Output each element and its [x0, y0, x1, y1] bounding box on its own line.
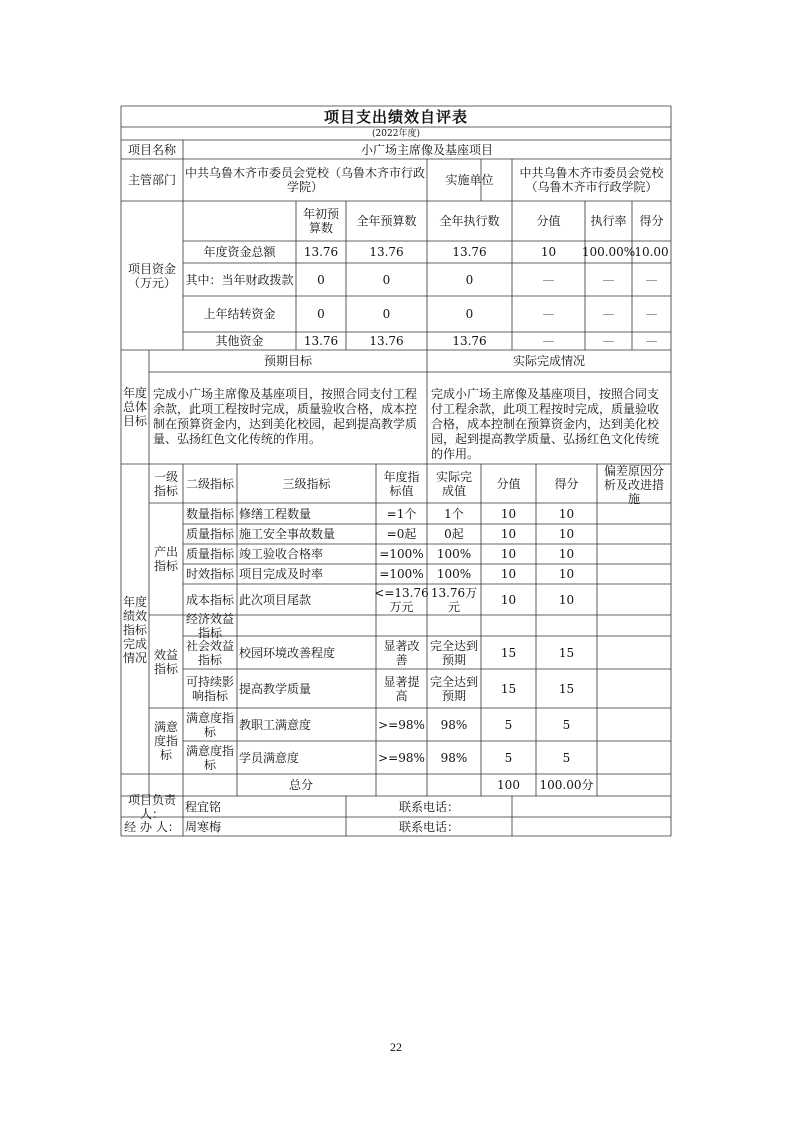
total-score-value: 100: [497, 778, 520, 792]
funds-row-score-value: 10: [540, 245, 557, 259]
indicator-score: 10: [558, 547, 575, 561]
indicator-score: [536, 615, 597, 636]
indicator-actual: 98%: [440, 750, 468, 765]
indicator-actual: 100%: [436, 567, 472, 581]
funds-row-executed: 13.76: [452, 245, 487, 259]
indicator-score: 10: [558, 592, 575, 607]
funds-header-rate: 执行率: [590, 214, 627, 228]
indicator-score: 15: [558, 681, 575, 696]
indicator-header-l2: 二级指标: [185, 476, 234, 491]
funds-row-executed: 0: [465, 272, 474, 287]
funds-label: 项目资金（万元）: [127, 261, 176, 290]
indicator-header-actual: 实际完成值: [435, 469, 472, 498]
project-name-label: 项目名称: [127, 142, 176, 157]
funds-row-executed: 0: [465, 307, 474, 321]
goals-actual-text: 完成小广场主席像及基座项目，按照合同支付工程余款，此项工程按时完成，质量验收合格，成本控制在预算资金内，达到美化校园，起到提高教学质量、弘扬红色文化传统的作用。: [431, 387, 660, 461]
indicator-l3: 教职工满意度: [239, 717, 312, 732]
indicator-score-value: 10: [500, 506, 517, 521]
handler-label: 经 办 人：: [124, 819, 180, 834]
indicator-target: =100%: [379, 547, 424, 561]
implementing-unit-label: 实施单位: [445, 173, 494, 187]
funds-row-budget: 13.76: [369, 245, 404, 259]
indicator-target: [379, 615, 424, 636]
handler-phone-label: 联系电话：: [398, 819, 459, 834]
funds-row-budget: 0: [382, 307, 391, 321]
indicator-actual: 完全达到预期: [430, 674, 479, 703]
funds-header-score-value: 分值: [536, 214, 561, 228]
indicator-actual: 0起: [444, 527, 464, 541]
indicator-l2: 满意度指标: [185, 710, 234, 739]
project-leader-name: 程宜铭: [185, 799, 222, 814]
funds-row-executed: 13.76: [452, 334, 487, 348]
indicator-l3: 提高教学质量: [239, 681, 312, 696]
indicator-actual: 13.76万元: [430, 585, 478, 614]
funds-header-budget: 全年预算数: [356, 214, 417, 228]
indicator-actual: 完全达到预期: [430, 638, 479, 667]
indicator-score-value: 5: [504, 750, 513, 765]
indicator-target: <=13.76万元: [374, 585, 429, 614]
indicator-score: 10: [558, 506, 575, 521]
indicator-actual: [430, 615, 478, 636]
indicator-score-value: 10: [500, 547, 517, 561]
funds-header-score: 得分: [639, 214, 664, 228]
indicator-l3: 此次项目尾款: [239, 592, 312, 607]
indicator-score-value: 10: [500, 527, 517, 541]
indicator-target: =1个: [386, 506, 417, 521]
indicator-header-l3: 三级指标: [282, 476, 331, 491]
indicator-score: 10: [558, 567, 575, 581]
project-name-value: 小广场主席像及基座项目: [360, 142, 493, 157]
funds-row-initial: 13.76: [303, 245, 339, 259]
page-number: 22: [390, 1040, 402, 1054]
indicator-header-l1: 一级指标: [153, 469, 178, 498]
goals-actual-header: 实际完成情况: [512, 354, 585, 368]
indicator-target: >=98%: [378, 717, 425, 732]
funds-row-score-value: —: [542, 307, 555, 321]
funds-row-score: —: [645, 334, 658, 348]
indicator-l3: [239, 615, 374, 636]
indicator-header-reason: 偏差原因分析及改进措施: [603, 464, 664, 506]
funds-row-rate: —: [602, 307, 615, 321]
indicator-l2: 时效指标: [185, 567, 234, 581]
indicator-header-target: 年度指标值: [383, 469, 420, 498]
indicator-l2: 数量指标: [185, 506, 234, 521]
indicator-l2: 满意度指标: [185, 743, 234, 772]
funds-header-initial: 年初预算数: [302, 207, 339, 235]
funds-row-score: 10.00: [634, 245, 669, 259]
indicator-header-score-value: 分值: [496, 476, 521, 491]
funds-row-label: 其他资金: [215, 334, 264, 348]
indicator-target: 显著改善: [383, 638, 420, 667]
indicator-group-label: 产出指标: [153, 545, 178, 573]
indicator-group-label: 满意度指标: [153, 720, 178, 762]
department-value: 中共乌鲁木齐市委员会党校（乌鲁木齐市行政学院）: [185, 166, 426, 194]
indicator-l2: 社会效益指标: [185, 638, 234, 667]
indicator-target: =0起: [386, 527, 417, 541]
goals-expected-header: 预期目标: [263, 354, 312, 368]
goals-expected-text: 完成小广场主席像及基座项目，按照合同支付工程余款，此项工程按时完成，质量验收合格，成本控制在预算资金内，达到美化校园，起到提高教学质量、弘扬红色文化传统的作用。: [153, 387, 418, 446]
funds-row-budget: 13.76: [369, 334, 404, 348]
leader-phone-label: 联系电话：: [398, 799, 459, 814]
indicator-target: =100%: [379, 567, 424, 581]
department-label: 主管部门: [127, 173, 176, 187]
funds-row-label: 上年结转资金: [203, 307, 276, 321]
indicator-score-value: 15: [500, 645, 517, 660]
indicator-l2: 经济效益指标: [185, 611, 234, 640]
indicator-l3: 项目完成及时率: [239, 567, 324, 581]
indicator-actual: 100%: [436, 547, 472, 561]
funds-row-rate: —: [602, 334, 615, 348]
funds-row-score: —: [645, 307, 658, 321]
indicator-l2: 质量指标: [185, 547, 234, 561]
funds-row-initial: 0: [317, 272, 325, 287]
indicator-target: 显著提高: [383, 674, 420, 703]
funds-header-executed: 全年执行数: [439, 214, 500, 228]
funds-row-label: 年度资金总额: [203, 245, 276, 259]
funds-row-rate: —: [602, 272, 615, 287]
indicator-score-value: 10: [500, 567, 517, 581]
indicator-header-score: 得分: [554, 476, 579, 491]
indicator-target: >=98%: [378, 750, 425, 765]
indicator-actual: 1个: [444, 506, 464, 521]
indicator-score: 5: [562, 717, 571, 732]
indicator-l2: 质量指标: [185, 527, 234, 541]
funds-row-label: 其中：当年财政拨款: [185, 272, 294, 287]
funds-row-rate: 100.00%: [581, 245, 636, 259]
indicator-l3: 学员满意度: [239, 750, 300, 765]
funds-row-score-value: —: [542, 334, 555, 348]
indicator-l2: 成本指标: [185, 592, 234, 607]
indicator-score-value: 10: [500, 592, 517, 607]
indicator-score: 15: [558, 645, 575, 660]
handler-name: 周寒梅: [185, 819, 222, 834]
indicator-score-value: 15: [500, 681, 517, 696]
form-year: (2022年度): [372, 128, 420, 139]
funds-row-initial: 0: [317, 307, 325, 321]
funds-row-initial: 13.76: [303, 334, 339, 348]
project-leader-label: 项目负责人：: [127, 792, 176, 821]
funds-row-score-value: —: [542, 272, 555, 287]
form-title: 项目支出绩效自评表: [323, 107, 468, 126]
indicator-group-label: 效益指标: [153, 647, 178, 676]
funds-row-budget: 0: [382, 272, 391, 287]
indicator-score: 5: [562, 750, 571, 765]
indicator-l3: 校园环境改善程度: [239, 645, 336, 660]
indicators-label: 年度绩效指标完成情况: [123, 595, 148, 665]
goals-label: 年度总体目标: [123, 386, 148, 428]
total-score: 100.00分: [539, 778, 594, 792]
indicator-score: 10: [558, 527, 575, 541]
indicator-score-value: 5: [504, 717, 513, 732]
indicator-actual: 98%: [440, 717, 468, 732]
indicator-l2: 可持续影响指标: [185, 674, 234, 703]
implementing-unit-value: 中共乌鲁木齐市委员会党校（乌鲁木齐市行政学院）: [519, 166, 664, 194]
total-label: 总分: [288, 778, 313, 792]
funds-row-score: —: [645, 272, 658, 287]
indicator-l3: 施工安全事故数量: [239, 527, 336, 541]
indicator-l3: 修缮工程数量: [239, 506, 312, 521]
indicator-l3: 竣工验收合格率: [239, 547, 324, 561]
indicator-score-value: [481, 615, 536, 636]
